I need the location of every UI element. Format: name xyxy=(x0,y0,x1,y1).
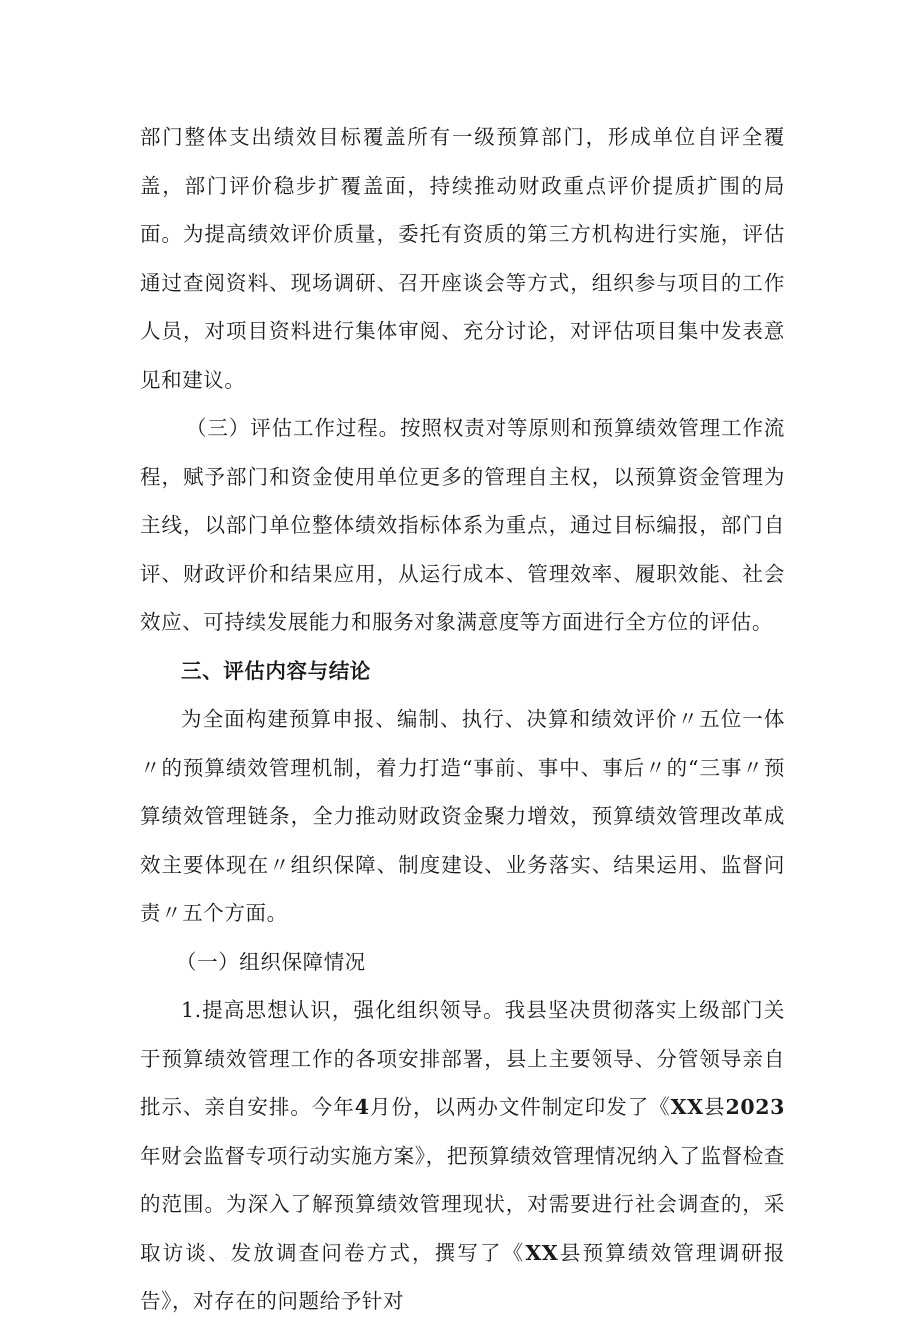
text-run: 县 xyxy=(703,1095,726,1119)
sub-heading-organization: （一）组织保障情况 xyxy=(176,949,366,974)
document-body xyxy=(140,113,785,1326)
paragraph-evaluation-coverage: 部门整体支出绩效目标覆盖所有一级预算部门，形成单位自评全覆盖，部门评价稳步扩覆盖面，持续推动财政重点评价提质扩围的局面。为提高绩效评价质量，委托有资质的第三方机构进行实施，评估通过查阅资料、现场调研、召开座谈会等方式，组织参与项目的工作人员，对项目资料进行集体审阅、充分讨论，对评估项目集中发表意见和建议。 xyxy=(140,125,785,392)
bold-county-code: XX xyxy=(670,1095,704,1119)
text-run: 月份，以两办文件制定印发了《 xyxy=(369,1095,671,1119)
section-heading: 三、评估内容与结论 xyxy=(181,658,371,683)
text-run: 1.提高思想认识，强化组织领导。我县坚决贯彻落实上级部门关于预算绩效管理工作的各项安排部署，县上主要领导、分管领导亲自批示、亲自安排。今年 xyxy=(140,998,785,1119)
paragraph-evaluation-process: （三）评估工作过程。按照权责对等原则和预算绩效管理工作流程，赋予部门和资金使用单位更多的管理自主权，以预算资金管理为主线，以部门单位整体绩效指标体系为重点，通过目标编报，部门自评、财政评价和结果应用，从运行成本、管理效率、履职效能、社会效应、可持续发展能力和服务对象满意度等方面进行全方位的评估。 xyxy=(140,416,785,634)
paragraph-five-in-one: 为全面构建预算申报、编制、执行、决算和绩效评价〃五位一体〃的预算绩效管理机制，着力打造“事前、事中、事后〃的“三事〃预算绩效管理链条，全力推动财政资金聚力增效，预算绩效管理改革成效主要体现在〃组织保障、制度建设、业务落实、结果运用、监督问责〃五个方面。 xyxy=(140,707,785,925)
bold-number: 4 xyxy=(354,1095,370,1119)
paragraph-leadership xyxy=(140,986,785,1326)
bold-year: 2023 xyxy=(725,1095,785,1119)
text-run: 县预算绩效管理调研报告》，对存在的问题给予针对 xyxy=(140,1240,786,1313)
bold-county-code: XX xyxy=(525,1240,559,1265)
text-run: 年财会监督专项行动实施方案》，把预算绩效管理情况纳入了监督检查的范围。为深入了解预算绩效管理现状，对需要进行社会调查的，采取访谈、发放调查问卷方式，撰写了《 xyxy=(140,1143,785,1265)
